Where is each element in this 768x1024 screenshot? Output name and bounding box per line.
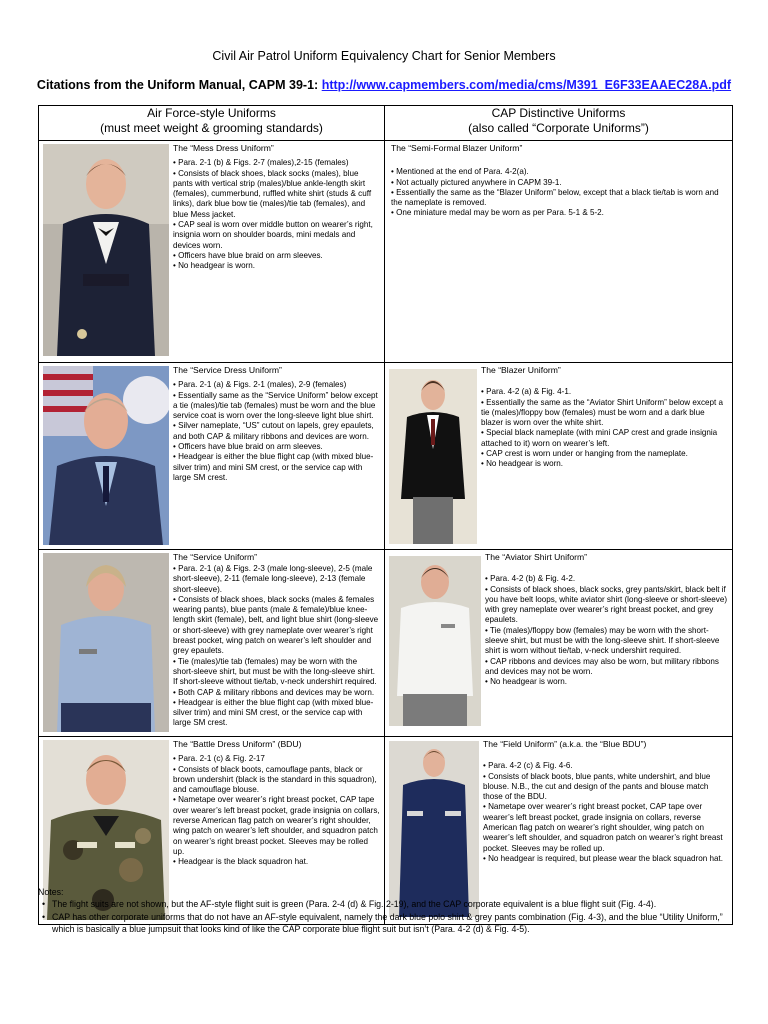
uniform-name: The “Service Uniform” bbox=[173, 552, 258, 562]
service-dress-cell bbox=[39, 363, 385, 550]
bullet: • CAP seal is worn over middle button on wearer’s right, insignia worn on shoulder boards, mini medals and devices worn. bbox=[173, 220, 373, 250]
header-cap-distinctive: CAP Distinctive Uniforms (also called “Corporate Uniforms”) bbox=[385, 106, 733, 141]
service-dress-photo bbox=[43, 366, 169, 545]
bullet: • Tie (males)/tie tab (females) may be worn with the short-sleeve shirt, but must be with the long-sleeve shirt. If short-sleeve without tie/tab, v-neck undershirt required. bbox=[173, 656, 377, 687]
notes-section bbox=[38, 886, 732, 936]
bullet: • Para. 2-1 (a) & Figs. 2-1 (males), 2-9 (females) bbox=[173, 380, 347, 390]
uniform-name: The “Blazer Uniform” bbox=[481, 365, 561, 375]
bullet: • Para. 2-1 (b) & Figs. 2-7 (males),2-15 (females) bbox=[173, 158, 349, 168]
notes-label: Notes: bbox=[38, 887, 64, 897]
bullet: • Tie (males)/floppy bow (females) may be worn with the short-sleeve shirt, but must be with the long-sleeve shirt. If short-sleeve shirt is worn without tie/tab, v-neck undershirt required. bbox=[485, 625, 720, 656]
uniform-chart-table bbox=[38, 105, 733, 925]
uniform-name: The “Aviator Shirt Uniform” bbox=[485, 552, 588, 562]
note-item: • CAP has other corporate uniforms that do not have an AF-style equivalent, namely the dark blue polo shirt & grey pants combination (Fig. 4-3), and the blue “Utility Uniform,” which is basically a blue jumpsuit that looks kind of like the CAP corporate blue flight suit but isn’t (Para. 4-2 (d) & Fig. 4-5). bbox=[52, 911, 732, 935]
uniform-name: The “Mess Dress Uniform” bbox=[173, 143, 274, 153]
manual-link[interactable]: http://www.capmembers.com/media/cms/M391_E6F33EAAEC28A.pdf bbox=[321, 78, 732, 92]
bullet: • Not actually pictured anywhere in CAPM 39-1. bbox=[391, 177, 562, 187]
bullet: • CAP ribbons and devices may also be worn, but military ribbons and devices may not be worn. bbox=[485, 656, 719, 676]
bullet: • Special black nameplate (with mini CAP crest and grade insignia attached to it) worn on wearer’s left. bbox=[481, 428, 718, 448]
citation-line bbox=[0, 78, 768, 92]
bullet: • Consists of black shoes, black socks, grey pants/skirt, black belt if you have belt loops, white aviator shirt (long-sleeve or short-sleeve) with grey nameplate over wearer’s right breast pocket, and grey epaulets. bbox=[485, 584, 728, 625]
bullet: • Para. 4-2 (c) & Fig. 4-6. bbox=[483, 761, 573, 771]
semi-formal-blazer-cell bbox=[385, 141, 733, 363]
bullet: • Para. 2-1 (a) & Figs. 2-3 (male long-sleeve), 2-5 (male short-sleeve), 2-11 (female long-sleeve), 2-13 (female short-sleeve). bbox=[173, 564, 373, 594]
uniform-name: The “Battle Dress Uniform” (BDU) bbox=[173, 739, 302, 749]
bullet: • Consists of black shoes, black socks (males), blue pants with vertical strip (males)/blue ankle-length skirt (females), cummerbund, ruffled white shirt (studs & cuff links), dark blue bow tie (males)/tie tab (females), and blue Mess jacket. bbox=[173, 168, 372, 219]
aviator-shirt-cell bbox=[385, 550, 733, 737]
mess-dress-photo bbox=[43, 144, 169, 356]
uniform-name: The “Semi-Formal Blazer Uniform” bbox=[391, 143, 523, 153]
citation-label: Citations from the Uniform Manual, CAPM 39-1: bbox=[36, 78, 319, 92]
bullet: • Headgear is either the blue flight cap (with mixed blue-silver trim) and mini SM crest, or the service cap with large SM crest. bbox=[173, 697, 374, 728]
header-af-style: Air Force-style Uniforms (must meet weight & grooming standards) bbox=[39, 106, 385, 141]
bullet: • No headgear is required, but please wear the black squadron hat. bbox=[483, 853, 723, 863]
service-uniform-cell bbox=[39, 550, 385, 737]
bullet: • Silver nameplate, “US” cutout on lapels, grey epaulets, and both CAP & military ribbons and devices are worn. bbox=[173, 421, 374, 441]
bullet: • Consists of black boots, blue pants, white undershirt, and blue blouse. N.B., the cut and design of the pants and blouse match those of the BDU. bbox=[483, 771, 711, 802]
service-uniform-photo bbox=[43, 553, 169, 732]
bullet: • CAP crest is worn under or hanging from the nameplate. bbox=[481, 449, 688, 459]
bullet: • Headgear is the black squadron hat. bbox=[173, 857, 309, 867]
bullet: • No headgear is worn. bbox=[481, 459, 564, 469]
bullet: • Para. 2-1 (c) & Fig. 2-17 bbox=[173, 754, 265, 764]
uniform-name: The “Service Dress Uniform” bbox=[173, 365, 282, 375]
bullet: • No headgear is worn. bbox=[485, 677, 568, 687]
bullet: • Officers have blue braid on arm sleeves. bbox=[173, 442, 323, 452]
bullet: • Essentially the same as the “Blazer Uniform” below, except that a black tie/tab is worn and the nameplate is removed. bbox=[391, 187, 719, 208]
aviator-shirt-photo bbox=[389, 556, 481, 726]
uniform-name: The “Field Uniform” (a.k.a. the “Blue BDU”) bbox=[483, 739, 647, 749]
mess-dress-cell bbox=[39, 141, 385, 363]
bullet: • Para. 4-2 (b) & Fig. 4-2. bbox=[485, 574, 576, 584]
note-item: • The flight suits are not shown, but the AF-style flight suit is green (Para. 2-4 (d) & Fig. 2-19), and the CAP corporate equivalent is a blue flight suit (Fig. 4-4). bbox=[52, 898, 732, 910]
bullet: • No headgear is worn. bbox=[173, 261, 256, 271]
bullet: • Consists of black shoes, black socks (males & females wearing pants), blue pants (male & female)/blue knee-length skirt (female), belt, and light blue shirt (long-sleeve or short-sleeve) with grey nameplate over wearer’s right breast pocket, wing patch on wearer’s left shoulder and grey epaulets. bbox=[173, 594, 379, 656]
blazer-cell bbox=[385, 363, 733, 550]
notes-list bbox=[38, 898, 732, 935]
bullet: • Headgear is either the blue flight cap (with mixed blue-silver trim) and mini SM crest, or the service cap with large SM crest. bbox=[173, 452, 374, 482]
bullet: • Para. 4-2 (a) & Fig. 4-1. bbox=[481, 387, 572, 397]
bullet: • One miniature medal may be worn as per Para. 5-1 & 5-2. bbox=[391, 208, 604, 218]
bullet: • Nametape over wearer’s right breast pocket, CAP tape over wearer’s left breast pocket, grade insignia on collars, reverse American flag patch on wearer’s right shoulder, wing patch on wearer’s left shoulder, and squadron patch on wearer’s right breast pocket. Sleeves may be rolled up. bbox=[173, 795, 380, 856]
bullet: • Essentially the same as the “Aviator Shirt Uniform” below except a tie (males)/floppy bow (females) must be worn and a dark blue blazer is worn over the white shirt. bbox=[481, 397, 724, 428]
document-title: Civil Air Patrol Uniform Equivalency Chart for Senior Members bbox=[212, 49, 556, 63]
blazer-photo bbox=[389, 369, 477, 544]
bullet: • Essentially same as the “Service Uniform” below except a tie (males)/tie tab (females) must be worn and the blue service coat is worn over the long-sleeve light blue shirt. bbox=[173, 390, 378, 421]
bullet: • Officers have blue braid on arm sleeves. bbox=[173, 250, 323, 260]
bullet: • Consists of black boots, camouflage pants, black or brown undershirt (black is the standard in this squadron), and camouflage blouse. bbox=[173, 764, 377, 795]
bullet: • Nametape over wearer’s right breast pocket, CAP tape over wearer’s left breast pocket, grade insignia on collars, reverse American flag patch on wearer’s right shoulder, wing patch on wearer’s left shoulder, and squadron patch on wearer’s right breast pocket. Sleeves may be rolled up. bbox=[483, 802, 723, 853]
bullet: • Mentioned at the end of Para. 4-2(a). bbox=[391, 167, 529, 177]
bullet: • Both CAP & military ribbons and devices may be worn. bbox=[173, 687, 375, 697]
